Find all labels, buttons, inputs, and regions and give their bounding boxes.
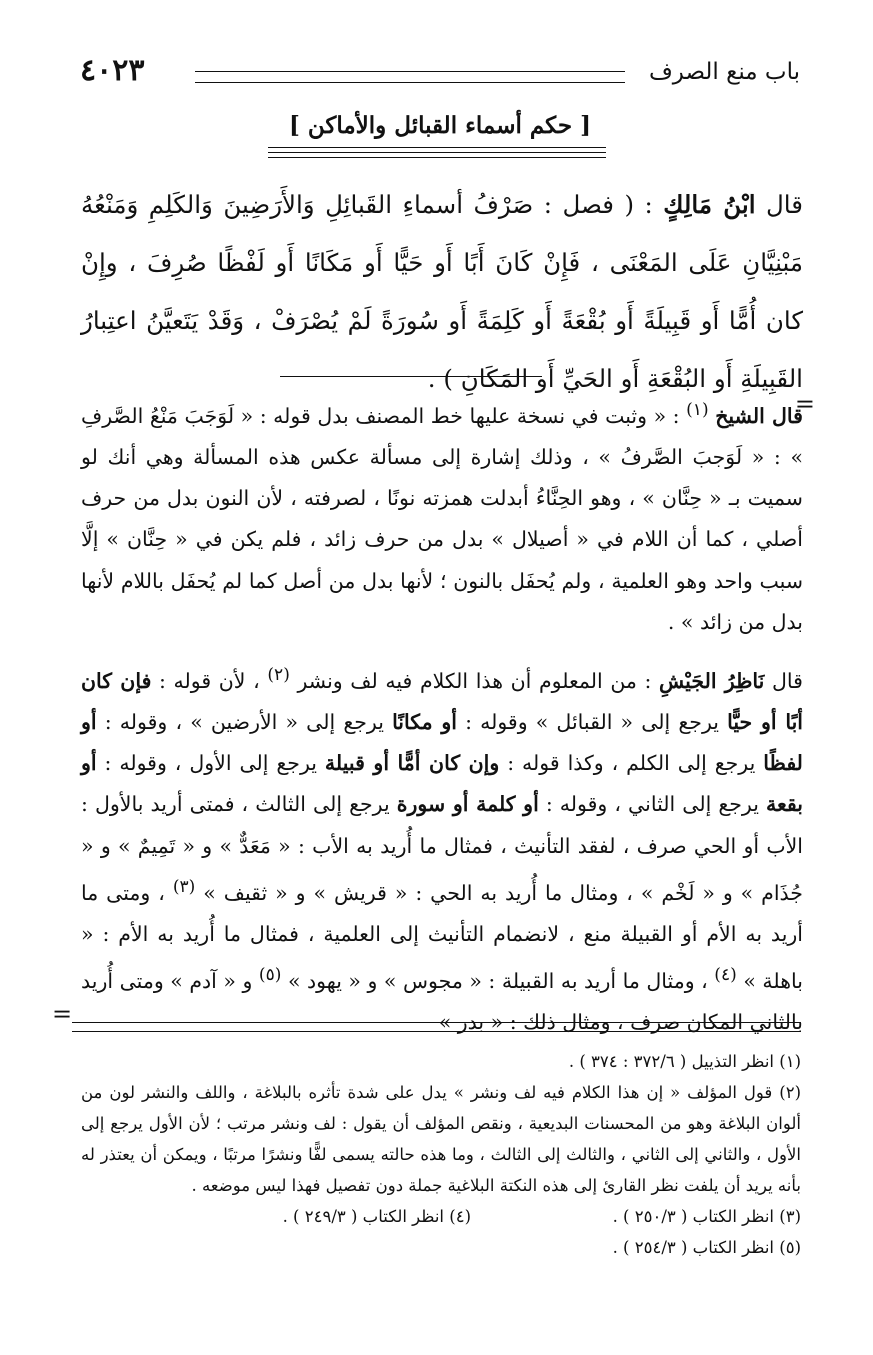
footnote-ref-3: (٣) — [172, 876, 196, 897]
matn-separator — [280, 376, 542, 377]
title-rule-1 — [268, 147, 606, 148]
p2-bold-5: أو بقعة — [81, 751, 803, 817]
nazir-al-jaysh-speaker: نَاظِرُ الجَيْشِ — [659, 668, 765, 693]
p2-intro: قال — [771, 668, 803, 693]
footnote-ref-2: (٢) — [267, 665, 290, 686]
p2-text-5: يرجع إلى الكلم ، وكذا قوله : — [507, 751, 756, 776]
section-title: [ حكم أسماء القبائل والأماكن ] — [288, 112, 591, 139]
p2-text-1: : من المعلوم أن هذا الكلام فيه لف ونشر — [297, 668, 652, 693]
continuation-marker-start: = — [794, 390, 815, 418]
title-rule-3 — [268, 157, 606, 158]
matn-author: ابْنُ مَالِكٍ — [663, 190, 756, 219]
commentary-1-text: : « وثبت في نسخة عليها خط المصنف بدل قوله : « لَوَجَبَ مَنْعُ الصَّرفِ » : « لَوَجبَ الصَّرفُ » ، وذلك إشارة إلى مسألة عكس هذه المسألة وهي أنك لو سميت بـ « حِنَّان » ، وهو الحِنَّاءُ أبدلت همزته نونًا ، لصرفته ، لأن النون بدل من حرف أصلي ، كما أن اللام في « أصيلال » بدل من حرف زائد ، فلم يكن في « حِنَّان » إلَّا سبب واحد وهو العلمية ، ولم يُحفَل بالنون ؛ لأنها بدل من أصل كما لم يُحفَل باللام لأنها بدل من زائد » . — [81, 403, 803, 634]
p2-text-8: يرجع إلى الثالث ، فمتى أريد بالأول : الأب أو الحي صرف ، لفقد التأنيث ، فمثال ما أُريد به الأب : « مَعَدٌّ » و « تَمِيمٌ » و « جُذَام » و « لَخْم » ، ومثال ما أُريد به الحي : « قريش » و « ثقيف » — [81, 792, 803, 905]
footnote-ref-5: (٥) — [258, 965, 282, 986]
p2-text-7: يرجع إلى الثاني ، وقوله : — [545, 792, 759, 817]
footnotes — [81, 1046, 801, 1263]
matn-text: : ( فصل : صَرْفُ أسماءِ القَبائِلِ وَالأَرَضِينَ وَالكَلِمِ وَمَنْعُهُ مَبْنِيَّانِ عَلَى المَعْنَى ، فَإِنْ كَانَ أَبًا أَو حَيًّا أَو مَكَانًا أَو لَفْظًا صُرِفَ ، وإِنْ كان أُمًّا أَو قَبِيلَةً أَو بُقْعَةً أَو كَلِمَةً أَو سُورَةً لَمْ يُصْرَفْ ، وَقَدْ يَتَعيَّنُ اعتِبارُ القَبِيلَةِ أَو البُقْعَةِ أَو الحَيِّ أَو المَكَانِ ) . — [81, 190, 803, 393]
commentary — [81, 390, 803, 1043]
footnote-2: (٢) قول المؤلف « إن هذا الكلام فيه لف ونشر » يدل على شدة تأثره بالبلاغة ، واللف والنشر لون من ألوان البلاغة وهو من المحسنات البديعية ، ونقص المؤلف أن يقول : لف ونشر مرتب ؛ لأن الأول يرجع إلى الأول ، والثاني إلى الثاني ، والثالث إلى الثالث ، وما هذه حالته يسمى لفًّا ونشرًا مرتبًا ، ويمكن أن يعتذر له بأنه يريد أن يلفت نظر القارئ إلى هذه النكتة البلاغية جملة دون تفصيل فهذا ليس موضعه . — [81, 1083, 801, 1195]
p2-text-10: ، ومثال ما أريد به القبيلة : « مجوس » و « يهود » — [287, 968, 708, 993]
p2-bold-4: وإن كان أمًّا أو قبيلة — [324, 751, 500, 776]
p2-bold-2: أو مكانًا — [392, 710, 457, 735]
p2-bold-6: أو كلمة أو سورة — [396, 792, 539, 817]
header-double-rule — [195, 71, 625, 83]
footnote-5: (٥) انظر الكتاب ( ٢٥٤/٣ ) . — [612, 1238, 801, 1257]
footnote-double-rule — [72, 1022, 801, 1032]
p2-text-3: يرجع إلى « القبائل » وقوله : — [465, 710, 719, 735]
footnote-ref-1: (١) — [686, 400, 709, 420]
p2-bold-3: أو لفظًا — [81, 710, 803, 776]
footnote-row-3-4 — [81, 1201, 801, 1232]
p2-text-2: ، لأن قوله : — [159, 668, 260, 693]
p2-text-11: و « آدم » ومتى أُريد بالثاني المكان صرف ، ومثال ذلك : « بدر » — [81, 968, 803, 1035]
matn-intro: قال — [766, 190, 803, 219]
footnote-3: (٣) انظر الكتاب ( ٢٥٠/٣ ) . — [612, 1207, 801, 1226]
chapter-title: باب منع الصرف — [648, 59, 800, 85]
p2-text-4: يرجع إلى « الأرضين » ، وقوله : — [104, 710, 384, 735]
p2-text-9: ، ومتى ما أريد به الأم أو القبيلة منع ، لانضمام التأنيث إلى العلمية ، فمثال ما أُريد به الأم : « باهلة » — [81, 880, 803, 993]
matn-quote — [81, 176, 803, 408]
p2-bold-1: فإن كان أبًا أو حيًّا — [81, 668, 803, 735]
continuation-marker-end: = — [52, 1000, 73, 1028]
commentary-paragraph-2 — [81, 655, 803, 1043]
p2-text-6: يرجع إلى الأول ، وقوله : — [104, 751, 317, 776]
footnote-ref-4: (٤) — [714, 965, 737, 986]
footnote-4: (٤) انظر الكتاب ( ٢٤٩/٣ ) . — [282, 1207, 471, 1226]
page-number: ٤٠٢٣ — [80, 53, 145, 88]
title-rule-2 — [268, 152, 606, 153]
running-header — [80, 55, 800, 95]
commentary-paragraph-1 — [81, 390, 803, 643]
footnote-1: (١) انظر التذييل ( ٣٧٢/٦ : ٣٧٤ ) . — [568, 1052, 801, 1071]
shaykh-speaker: قال الشيخ — [715, 403, 803, 428]
